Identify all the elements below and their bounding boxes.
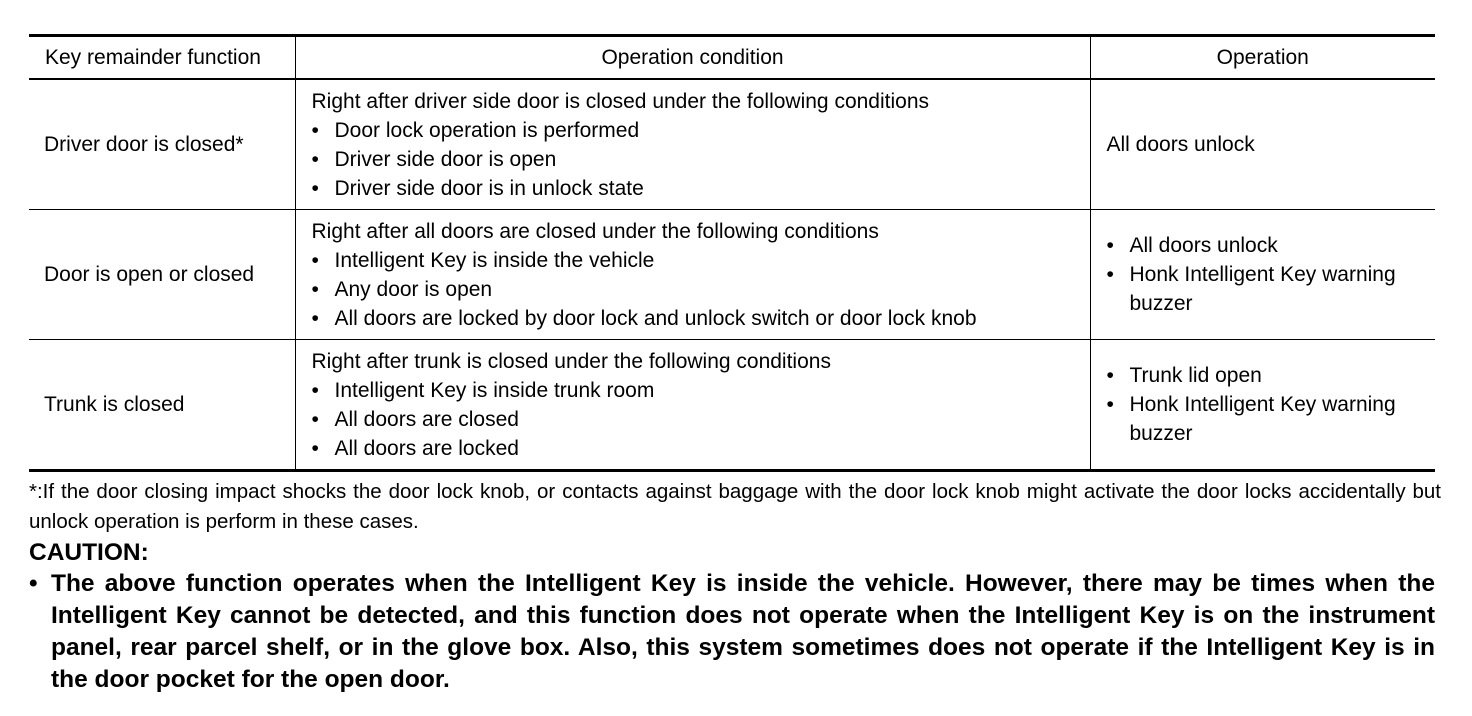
operation-item: • Trunk lid open xyxy=(1107,361,1436,390)
footnote: *:If the door closing impact shocks the door lock knob, or contacts against baggage with the door lock knob might activate the door locks accidentally but unlock operation is perform in these cases. xyxy=(29,480,1441,533)
function-cell: Trunk is closed xyxy=(29,340,295,471)
condition-cell xyxy=(295,210,1090,340)
header-key-remainder-function: Key remainder function xyxy=(45,46,261,69)
bullet-icon: • xyxy=(29,570,38,597)
condition-cell xyxy=(295,79,1090,210)
caution-text: The above function operates when the Intelligent Key is inside the vehicle. However, there may be times when the Intelligent Key cannot be detected, and this function does not operate when the Intelligent Key is on the instrument panel, rear parcel shelf, or in the glove box. Also, this system sometimes does not operate if the Intelligent Key is in the door pocket for the open door. xyxy=(51,570,1435,693)
condition-lead: Right after trunk is closed under the following conditions xyxy=(311,349,831,373)
caution-title: CAUTION: xyxy=(29,539,149,566)
function-cell: Driver door is closed* xyxy=(44,133,244,156)
condition-lead: Right after driver side door is closed under the following conditions xyxy=(311,89,930,113)
operation-item: • Honk Intelligent Key warning buzzer xyxy=(1107,260,1436,318)
operation-item: • Honk Intelligent Key warning buzzer xyxy=(1107,390,1436,448)
condition-item: • All doors are locked xyxy=(312,434,1090,463)
table-row xyxy=(29,79,1435,210)
function-cell: Door is open or closed xyxy=(29,210,295,340)
condition-cell xyxy=(295,340,1090,471)
key-reminder-table-wrapper xyxy=(29,34,1435,472)
condition-list xyxy=(312,116,1090,203)
operation-item: • All doors unlock xyxy=(1107,231,1436,260)
condition-item: • Any door is open xyxy=(312,275,1090,304)
operation-list xyxy=(1107,361,1436,448)
condition-item: • Intelligent Key is inside the vehicle xyxy=(312,246,1090,275)
operation-text: All doors unlock xyxy=(1106,133,1255,156)
header-operation-condition: Operation condition xyxy=(295,36,1090,80)
condition-item: • All doors are closed xyxy=(312,405,1090,434)
operation-cell xyxy=(1090,340,1435,471)
condition-item: • Driver side door is in unlock state xyxy=(312,174,1090,203)
condition-item: • All doors are locked by door lock and unlock switch or door lock knob xyxy=(312,304,1090,333)
caution-item xyxy=(29,568,1435,696)
table-row xyxy=(29,340,1435,471)
table-row xyxy=(29,210,1435,340)
condition-item: • Door lock operation is performed xyxy=(312,116,1090,145)
header-operation: Operation xyxy=(1090,36,1435,80)
condition-lead: Right after all doors are closed under the following conditions xyxy=(311,219,879,243)
condition-item: • Driver side door is open xyxy=(312,145,1090,174)
key-reminder-table xyxy=(29,34,1435,472)
operation-list xyxy=(1107,231,1436,318)
condition-list xyxy=(312,246,1090,333)
table-header-row xyxy=(29,36,1435,80)
condition-list xyxy=(312,376,1090,463)
operation-cell xyxy=(1090,79,1435,210)
operation-cell xyxy=(1090,210,1435,340)
condition-item: • Intelligent Key is inside trunk room xyxy=(312,376,1090,405)
caution-body xyxy=(29,568,1435,696)
